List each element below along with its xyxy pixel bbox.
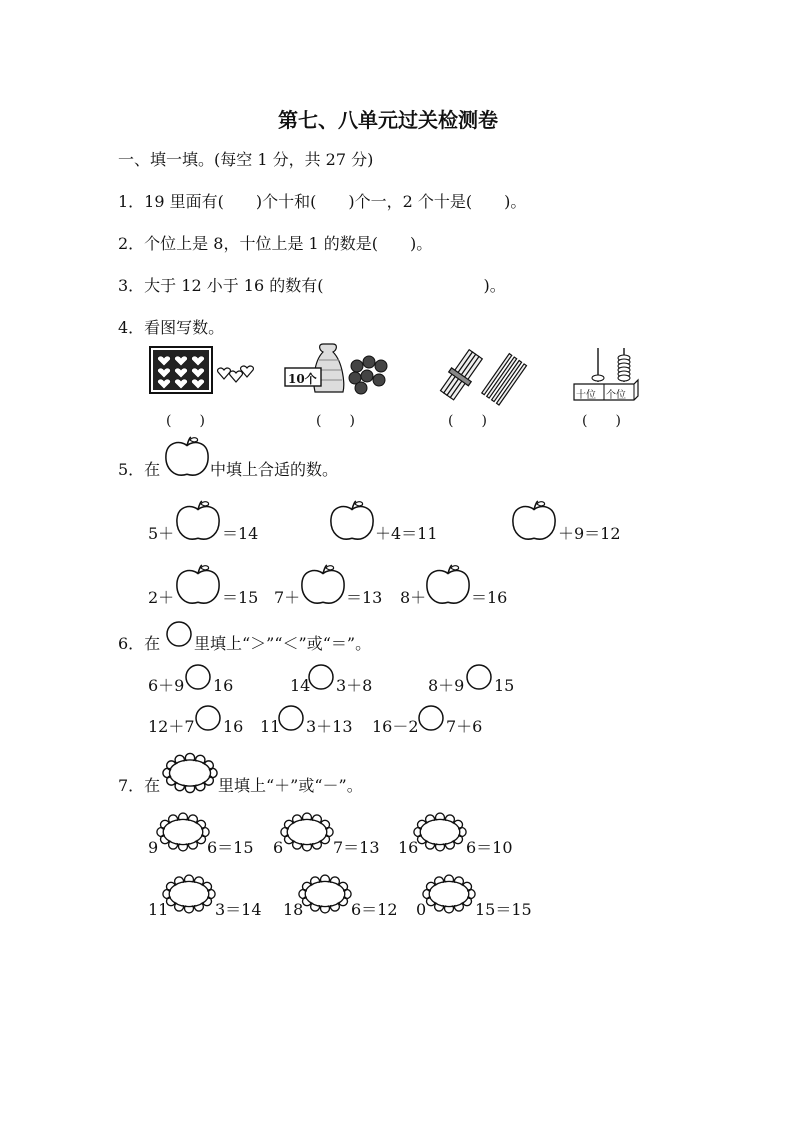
apple-icon[interactable] (299, 564, 347, 608)
q6-item-2-right: 3＋8 (336, 676, 373, 695)
q7-item-1-left: 9 (148, 838, 159, 857)
question-5-suffix: 中填上合适的数。 (210, 460, 339, 479)
q6-item-5-left: 11 (260, 717, 281, 736)
q7-item-1-right: 6＝15 (207, 838, 254, 857)
q5-item-6-right: ＝16 (471, 588, 508, 607)
q5-item-6-left: 8＋ (400, 588, 427, 607)
q7-item-2-left: 6 (273, 838, 284, 857)
apple-icon (163, 436, 211, 480)
question-2: 2．个位上是 8，十位上是 1 的数是( )。 (118, 234, 433, 253)
apple-icon[interactable] (424, 564, 472, 608)
q6-item-2-left: 14 (290, 676, 311, 695)
abacus-tens-label: 十位 (576, 390, 596, 401)
q5-item-4-left: 2＋ (148, 588, 175, 607)
circle-icon[interactable] (418, 705, 446, 733)
q5-item-5-left: 7＋ (274, 588, 301, 607)
q6-item-1-left: 6＋9 (148, 676, 185, 695)
abacus-ones-label: 个位 (606, 390, 626, 401)
q7-item-6-left: 0 (416, 900, 427, 919)
q7-item-5-right: 6＝12 (351, 900, 398, 919)
q6-item-4-left: 12＋7 (148, 717, 195, 736)
question-6-suffix: 里填上“＞”“＜”或“＝”。 (194, 634, 372, 653)
circle-icon[interactable] (278, 705, 306, 733)
question-7-prefix: 7．在 (118, 776, 161, 795)
question-6-prefix: 6．在 (118, 634, 161, 653)
flower-icon (162, 752, 218, 794)
q7-item-2-right: 7＝13 (333, 838, 380, 857)
circle-icon[interactable] (466, 664, 494, 692)
q5-item-3-right: ＋9＝12 (558, 524, 621, 543)
q5-item-5-right: ＝13 (346, 588, 383, 607)
apple-icon[interactable] (510, 500, 558, 544)
q6-item-4-right: 16 (223, 717, 244, 736)
flower-icon[interactable] (156, 812, 210, 852)
circle-icon[interactable] (185, 664, 213, 692)
answer-blank-1[interactable]: ( ) (166, 413, 205, 429)
flower-icon[interactable] (162, 874, 216, 914)
q7-item-3-right: 6＝10 (466, 838, 513, 857)
q7-item-6-right: 15＝15 (475, 900, 532, 919)
q7-item-4-right: 3＝14 (215, 900, 262, 919)
bag-label: 10个 (288, 372, 317, 386)
q6-item-5-right: 3＋13 (306, 717, 353, 736)
circle-icon[interactable] (195, 705, 223, 733)
question-3: 3．大于 12 小于 16 的数有( )。 (118, 276, 506, 295)
q5-item-4-right: ＝15 (222, 588, 259, 607)
flower-icon[interactable] (422, 874, 476, 914)
q6-item-6-right: 7＋6 (446, 717, 483, 736)
circle-icon[interactable] (308, 664, 336, 692)
q6-item-6-left: 16－2 (372, 717, 419, 736)
question-5-prefix: 5．在 (118, 460, 161, 479)
apple-icon[interactable] (328, 500, 376, 544)
q5-item-1-right: ＝14 (222, 524, 259, 543)
q6-item-3-left: 8＋9 (428, 676, 465, 695)
apple-icon[interactable] (174, 564, 222, 608)
section-heading: 一、填一填。(每空 1 分，共 27 分) (118, 150, 374, 169)
q6-item-1-right: 16 (213, 676, 234, 695)
apple-icon[interactable] (174, 500, 222, 544)
flower-icon[interactable] (280, 812, 334, 852)
q6-item-3-right: 15 (494, 676, 515, 695)
circle-icon (166, 621, 194, 649)
flower-icon[interactable] (298, 874, 352, 914)
bag-and-balls-picture (283, 340, 393, 398)
answer-blank-4[interactable]: ( ) (582, 413, 621, 429)
question-1: 1．19 里面有( )个十和( )个一，2 个十是( )。 (118, 192, 527, 211)
q7-item-3-left: 16 (398, 838, 419, 857)
stick-bundle-picture (438, 350, 528, 400)
flower-icon[interactable] (413, 812, 467, 852)
q5-item-1-left: 5＋ (148, 524, 175, 543)
heart-tray-picture (148, 346, 258, 396)
q7-item-5-left: 18 (283, 900, 304, 919)
question-4-label: 4．看图写数。 (118, 318, 225, 337)
answer-blank-3[interactable]: ( ) (448, 413, 487, 429)
page-title: 第七、八单元过关检测卷 (278, 108, 498, 132)
q5-item-2-right: ＋4＝11 (375, 524, 438, 543)
q7-item-4-left: 11 (148, 900, 169, 919)
question-7-suffix: 里填上“＋”或“－”。 (218, 776, 363, 795)
answer-blank-2[interactable]: ( ) (316, 413, 355, 429)
